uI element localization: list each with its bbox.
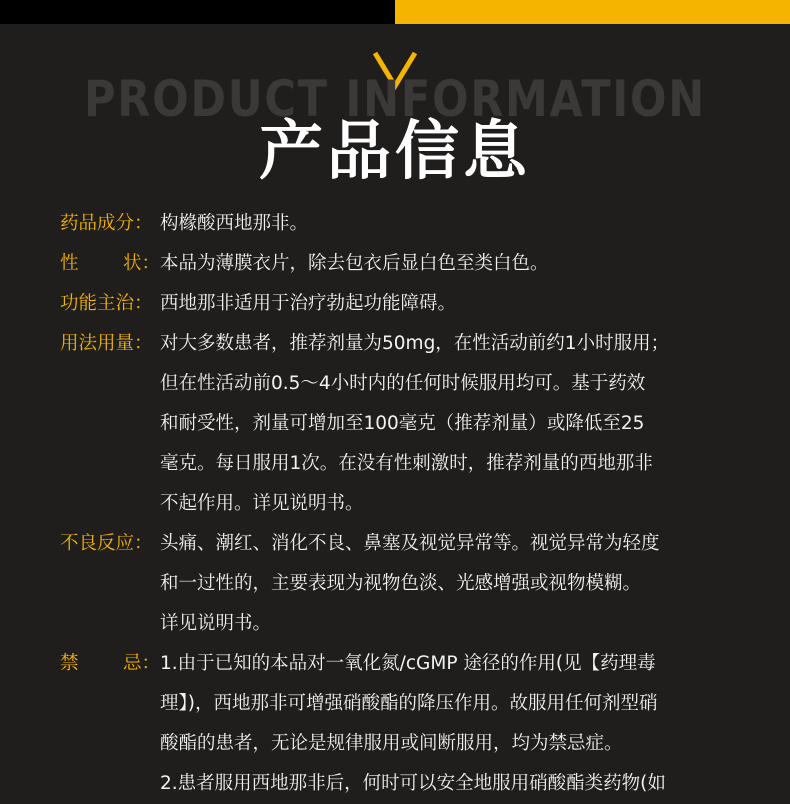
info-label — [60, 644, 160, 804]
info-value — [160, 644, 666, 804]
info-label-part: 性 — [60, 253, 79, 274]
info-line: 头痛、潮红、消化不良、鼻塞及视觉异常等。视觉异常为轻度 — [160, 533, 660, 554]
info-line: 对大多数患者，推荐剂量为50mg，在性活动前约1小时服用； — [160, 333, 670, 354]
info-line: 本品为薄膜衣片，除去包衣后显白色至类白色。 — [160, 253, 549, 274]
info-value — [160, 244, 549, 284]
page-title: 产品信息 — [259, 115, 531, 189]
info-row-appearance — [60, 244, 740, 284]
info-row-ingredients — [60, 204, 740, 244]
english-subtitle: PRODUCT INFORMATION — [84, 70, 706, 128]
info-line: 1.由于已知的本品对一氧化氮/cGMP 途径的作用(见【药理毒 — [160, 653, 656, 674]
info-label-part: 禁 — [60, 653, 79, 674]
info-label: 功能主治： — [60, 293, 153, 314]
info-label: 药品成分： — [60, 213, 153, 234]
info-line: 不起作用。详见说明书。 — [160, 493, 364, 514]
info-label-part: 状： — [122, 253, 160, 274]
top-bar-right — [395, 0, 790, 24]
info-value — [160, 284, 456, 324]
info-line: 毫克。每日服用1次。在没有性刺激时，推荐剂量的西地那非 — [160, 453, 653, 474]
info-value — [160, 524, 660, 644]
top-bar-left — [0, 0, 395, 24]
info-line: 2.患者服用西地那非后，何时可以安全地服用硝酸酯类药物(如 — [160, 773, 666, 794]
info-value — [160, 204, 308, 244]
info-line: 和一过性的，主要表现为视物色淡、光感增强或视物模糊。 — [160, 573, 642, 594]
product-info-list — [60, 204, 740, 804]
info-row-contraindications — [60, 644, 740, 804]
info-line: 酸酯的患者，无论是规律服用或间断服用，均为禁忌症。 — [160, 733, 623, 754]
info-line: 但在性活动前0.5～4小时内的任何时候服用均可。基于药效 — [160, 373, 646, 394]
info-line: 和耐受性，剂量可增加至100毫克（推荐剂量）或降低至25 — [160, 413, 645, 434]
info-line: 构橼酸西地那非。 — [160, 213, 309, 234]
info-row-adverse-reactions — [60, 524, 740, 644]
info-row-dosage — [60, 324, 740, 524]
info-line: 西地那非适用于治疗勃起功能障碍。 — [160, 293, 457, 314]
info-value — [160, 324, 669, 524]
info-label: 用法用量： — [60, 333, 153, 354]
info-label — [60, 244, 160, 284]
info-row-indications — [60, 284, 740, 324]
info-label: 不良反应： — [60, 533, 153, 554]
info-line: 理】)，西地那非可增强硝酸酯的降压作用。故服用任何剂型硝 — [160, 693, 658, 714]
info-line: 详见说明书。 — [160, 613, 272, 634]
info-label-part: 忌： — [122, 653, 160, 674]
